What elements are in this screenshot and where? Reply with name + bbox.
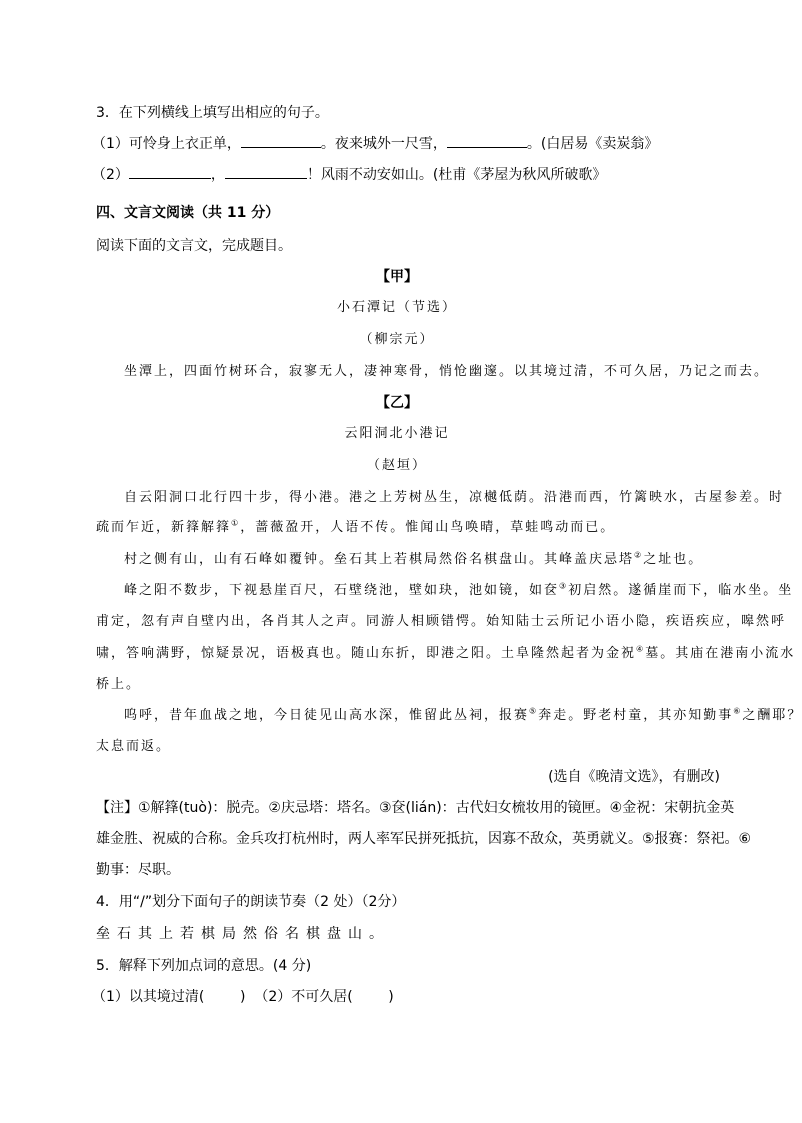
q3-line1-part-c: 。(白居易《卖炭翁》: [526, 136, 659, 152]
jia-text: 坐潭上，四面竹树环合，寂寥无人，凄神寒骨，悄怆幽邃。以其境过清，不可久居，乃记之而去。: [124, 364, 770, 379]
footnote-mark-2: ②: [634, 550, 644, 560]
yi-p3-line3-pre: 啸，答响满野，惊疑景况，语极真也。随山东折，即港之阳。土阜隆然起者为金祝: [96, 646, 637, 661]
footnote-mark-6: ⑥: [733, 706, 743, 716]
jia-label: 【甲】: [376, 269, 418, 285]
yi-p3-line2: 甫定，忽有声自壁内出，各肖其人之声。同游人相顾错愕。始知陆士云所记小语小隐，疾语疾应，嗥然呼: [96, 614, 787, 629]
q5-items[interactable]: （1）以其境过清( ) （2）不可久居( ): [92, 989, 394, 1005]
q3-line1-part-b: 。夜来城外一尺雪，: [320, 136, 447, 152]
notes-line3: 勤事：尽职。: [96, 862, 180, 878]
answer-blank-4[interactable]: [225, 164, 307, 179]
answer-blank-3[interactable]: [129, 164, 211, 179]
yi-p2-pre: 村之侧有山，山有石峰如覆钟。垒石其上若棋局然俗名棋盘山。其峰盖庆忌塔: [124, 552, 635, 567]
yi-p3-line4: 桥上。: [96, 677, 142, 692]
q4-sentence[interactable]: 垒石其上若棋局然俗名棋盘山。: [96, 926, 390, 942]
yi-p3-line1-pre: 峰之阳不数步，下视悬崖百尺，石壁绕池，壁如玦，池如镜，如奁: [124, 583, 560, 598]
notes-line2: 雄金胜、祝威的合称。金兵攻打杭州时，两人率军民拼死抵抗，因寡不敌众，英勇就义。⑤报赛：祭祀。⑥: [96, 831, 752, 847]
q3-line2: [92, 164, 606, 185]
q3-title: 3．在下列横线上填写出相应的句子。: [96, 105, 329, 121]
answer-blank-2[interactable]: [447, 133, 527, 148]
notes-line1: 【注】①解箨(tuò)：脱壳。②庆忌塔：塔名。③奁(lián)：古代妇女梳妆用的镜匣。④金祝：宋朝抗金英: [96, 800, 735, 816]
q5-title: 5．解释下列加点词的意思。(4 分): [96, 958, 312, 974]
footnote-mark-1: ①: [231, 518, 241, 528]
jia-title: 小石潭记（节选）: [336, 300, 457, 315]
yi-label: 【乙】: [376, 395, 418, 411]
q4-title: 4．用“/”划分下面句子的朗读节奏（2 处）（2分）: [96, 894, 406, 910]
yi-p2: [124, 550, 703, 570]
yi-p4-line1-post: 之酬耶？: [742, 708, 802, 723]
yi-p2-post: 之址也。: [643, 552, 704, 567]
footnote-mark-3: ③: [559, 581, 569, 591]
answer-blank-1[interactable]: [241, 133, 321, 148]
q3-line2-part-b: ，: [210, 167, 225, 183]
yi-p3-line3: [96, 644, 795, 664]
jia-author: （柳宗元）: [359, 332, 435, 347]
yi-p1-line2-pre: 疏而乍近，新箨解箨: [96, 520, 232, 535]
yi-p4-line1: [124, 706, 802, 726]
yi-p3-line1: [124, 581, 793, 601]
yi-p3-line3-post: 墓。其庙在港南小流水: [645, 646, 796, 661]
source-citation: (选自《晚清文选》，有删改): [548, 769, 720, 785]
yi-p1-line2-post: ，蔷薇盈开，人语不传。惟闻山鸟唤晴，草蛙鸣动而已。: [240, 520, 616, 535]
yi-title: 云阳洞北小港记: [344, 426, 450, 441]
footnote-mark-4: ④: [636, 644, 646, 654]
yi-p4-line1-pre: 呜呼，昔年血战之地，今日徒见山高水深，惟留此丛祠，报赛: [124, 708, 530, 723]
yi-p4-line1-mid: 奔走。野老村童，其亦知勤事: [538, 708, 734, 723]
section-heading: 四、文言文阅读（共 11 分）: [96, 205, 280, 221]
yi-p1-line2: [96, 518, 615, 538]
q3-line2-part-a: （2）: [92, 167, 129, 183]
footnote-mark-5: ⑤: [529, 706, 539, 716]
q3-line1-part-a: （1）可怜身上衣正单，: [92, 136, 241, 152]
yi-p3-line1-post: 初启然。遂循崖而下，临水坐。坐: [568, 583, 794, 598]
yi-p4-line2: 太息而返。: [96, 739, 172, 754]
yi-p1-line1: 自云阳洞口北行四十步，得小港。港之上芳树丛生，凉樾低荫。沿港而西，竹篱映水，古屋参差。时: [124, 490, 785, 505]
q3-line2-part-c: ！风雨不动安如山。(杜甫《茅屋为秋风所破歌》: [306, 167, 607, 183]
q3-line1: [92, 133, 658, 154]
section-intro: 阅读下面的文言文，完成题目。: [96, 238, 292, 254]
yi-author: （赵垣）: [366, 458, 427, 473]
